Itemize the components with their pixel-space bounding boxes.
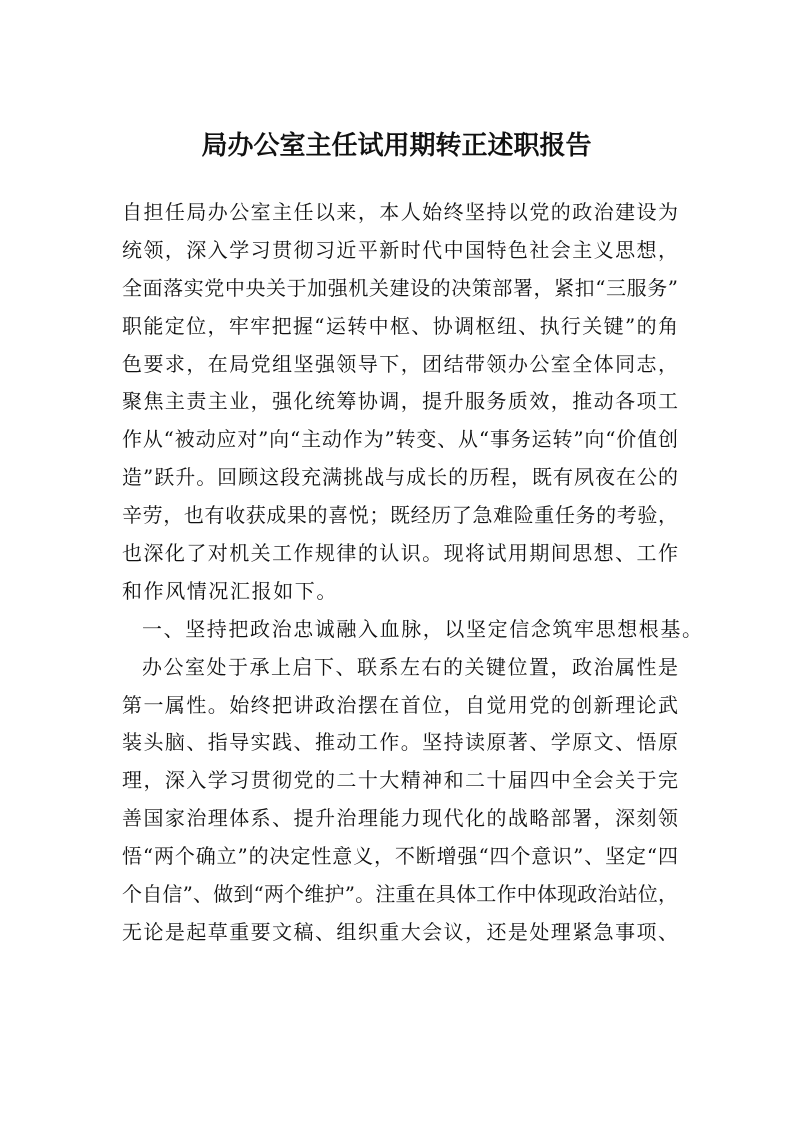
body-line: 无论是起草重要文稿、组织重大会议，还是处理紧急事项、 bbox=[122, 919, 678, 944]
body-line: 和作风情况汇报如下。 bbox=[122, 578, 338, 603]
body-line: 理，深入学习贯彻党的二十大精神和二十届四中全会关于完 bbox=[122, 768, 678, 793]
body-line: 全面落实党中央关于加强机关建设的决策部署，紧扣“三服务” bbox=[122, 275, 678, 300]
body-line: 职能定位，牢牢把握“运转中枢、协调枢纽、执行关键”的角 bbox=[122, 313, 678, 338]
body-line: 悟“两个确立”的决定性意义，不断增强“四个意识”、坚定“四 bbox=[122, 844, 678, 869]
body-line: 色要求，在局党组坚强领导下，团结带领办公室全体同志， bbox=[122, 351, 678, 376]
body-line: 装头脑、指导实践、推动工作。坚持读原著、学原文、悟原 bbox=[122, 730, 678, 755]
document-body bbox=[122, 194, 704, 952]
body-line: 统领，深入学习贯彻习近平新时代中国特色社会主义思想， bbox=[122, 237, 678, 262]
body-line: 第一属性。始终把讲政治摆在首位，自觉用党的创新理论武 bbox=[122, 692, 678, 717]
body-line: 个自信”、做到“两个维护”。注重在具体工作中体现政治站位， bbox=[122, 882, 678, 907]
document-title: 局办公室主任试用期转正述职报告 bbox=[201, 131, 592, 161]
body-line: 也深化了对机关工作规律的认识。现将试用期间思想、工作 bbox=[122, 541, 678, 566]
section-heading: 一、坚持把政治忠诚融入血脉，以坚定信念筑牢思想根基。 bbox=[142, 616, 704, 641]
body-line: 善国家治理体系、提升治理能力现代化的战略部署，深刻领 bbox=[122, 806, 678, 831]
body-line: 办公室处于承上启下、联系左右的关键位置，政治属性是 bbox=[142, 654, 678, 679]
body-line: 作从“被动应对”向“主动作为”转变、从“事务运转”向“价值创 bbox=[122, 427, 678, 452]
body-line: 造”跃升。回顾这段充满挑战与成长的历程，既有夙夜在公的 bbox=[122, 465, 678, 490]
body-line: 自担任局办公室主任以来，本人始终坚持以党的政治建设为 bbox=[122, 200, 678, 224]
body-line: 辛劳，也有收获成果的喜悦；既经历了急难险重任务的考验， bbox=[122, 503, 678, 528]
body-line: 聚焦主责主业，强化统筹协调，提升服务质效，推动各项工 bbox=[122, 389, 678, 414]
